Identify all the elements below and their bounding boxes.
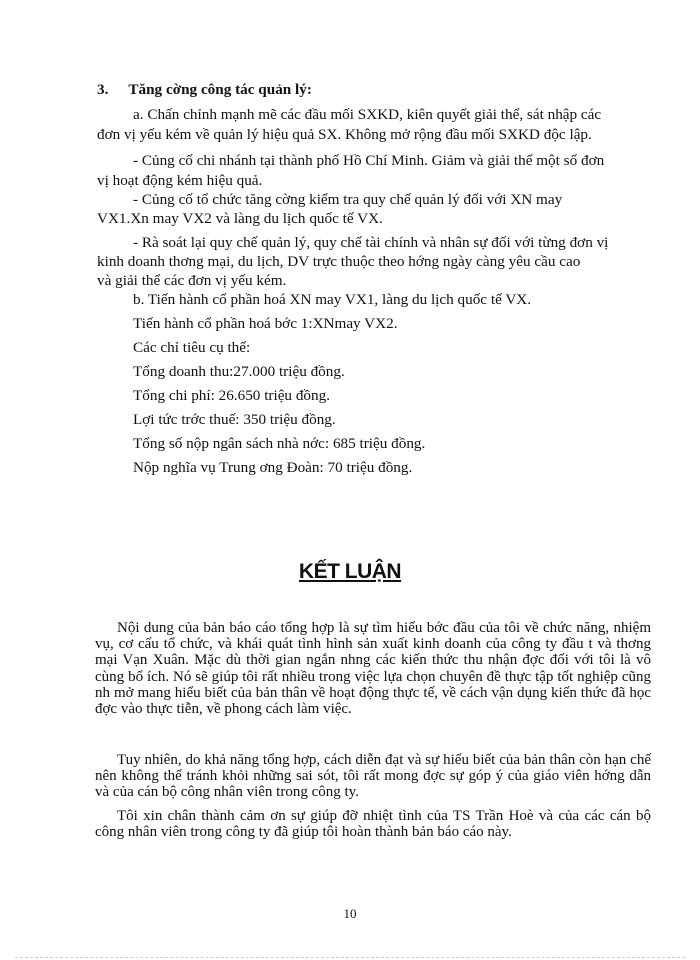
section-title: Tăng cờng công tác quản lý:	[128, 81, 312, 98]
page-bottom-rule	[15, 957, 685, 958]
bullet-3-line-2: kinh doanh thơng mại, du lịch, DV trực thuộc theo hớng ngày càng yêu cầu cao	[97, 253, 581, 270]
bullet-3-line-3: và giải thể các đơn vị yếu kém.	[97, 272, 287, 289]
bullet-2-line-1: - Củng cố tổ chức tăng cờng kiểm tra quy chế quản lý đối với XN may	[133, 191, 563, 208]
item-b: b. Tiến hành cổ phần hoá XN may VX1, làng du lịch quốc tế VX.	[133, 291, 532, 308]
section-heading	[97, 80, 312, 99]
targets-heading: Các chỉ tiêu cụ thể:	[133, 339, 251, 356]
item-a-line-2: đơn vị yếu kém về quản lý hiệu quả SX. Không mở rộng đầu mối SXKD độc lập.	[97, 126, 592, 143]
bullet-1-line-1: - Củng cố chi nhánh tại thành phố Hồ Chí Minh. Giảm và giải thể một số đơn	[133, 152, 605, 169]
target-profit: Lợi tức trớc thuế: 350 triệu đồng.	[133, 411, 336, 428]
bullet-2-line-2: VX1.Xn may VX2 và làng du lịch quốc tế VX.	[97, 210, 383, 227]
conclusion-paragraph-1: Nội dung của bản báo cáo tổng hợp là sự tìm hiểu bớc đầu của tôi về chức năng, nhiệm vụ, cơ cấu tổ chức, và khái quát tình hình sản xuất kinh doanh của công ty đầu t và thơng mại Vạn Xuân. Mặc dù thời gian ngắn nhng các kiến thức thu nhận đợc đối với tôi là vô cùng bổ ích. Nó sẽ giúp tôi rất nhiều trong việc lựa chọn chuyên đề thực tập tốt nghiệp cũng nh mở mang hiểu biết của bản thân về hoạt động thực tế, về cách vận dụng kiến thức đã học đợc vào thực tiễn, về phong cách làm việc.	[95, 620, 651, 718]
page-number: 10	[343, 906, 357, 921]
conclusion-title: KẾT LUẬN	[298, 560, 402, 583]
target-budget: Tổng số nộp ngân sách nhà nớc: 685 triệu đồng.	[133, 435, 426, 452]
bullet-3-line-1: - Rà soát lại quy chế quản lý, quy chế tài chính và nhân sự đối với từng đơn vị	[133, 234, 609, 251]
conclusion-paragraph-3: Tôi xin chân thành cảm ơn sự giúp đỡ nhiệt tình của TS Trần Hoè và của các cán bộ công nhân viên trong công ty đã giúp tôi hoàn thành bản báo cáo này.	[95, 808, 651, 841]
conclusion-paragraph-2: Tuy nhiên, do khả năng tổng hợp, cách diễn đạt và sự hiểu biết của bản thân còn hạn chế nên không thể tránh khỏi những sai sót, tôi rất mong đợc sự góp ý của giáo viên hớng dẫn và của cán bộ công nhân viên trong công ty.	[95, 752, 651, 801]
target-cost: Tổng chi phí: 26.650 triệu đồng.	[133, 387, 330, 404]
target-revenue: Tổng doanh thu:27.000 triệu đồng.	[133, 363, 345, 380]
item-a-line-1: a. Chấn chỉnh mạnh mẽ các đầu mối SXKD, kiên quyết giải thể, sát nhập các	[133, 106, 602, 123]
bullet-1-line-2: vị hoạt động kém hiệu quả.	[97, 172, 263, 189]
step-1: Tiến hành cổ phần hoá bớc 1:XNmay VX2.	[133, 315, 398, 332]
target-obligation: Nộp nghĩa vụ Trung ơng Đoàn: 70 triệu đồng.	[133, 459, 413, 476]
section-number: 3.	[97, 81, 109, 98]
